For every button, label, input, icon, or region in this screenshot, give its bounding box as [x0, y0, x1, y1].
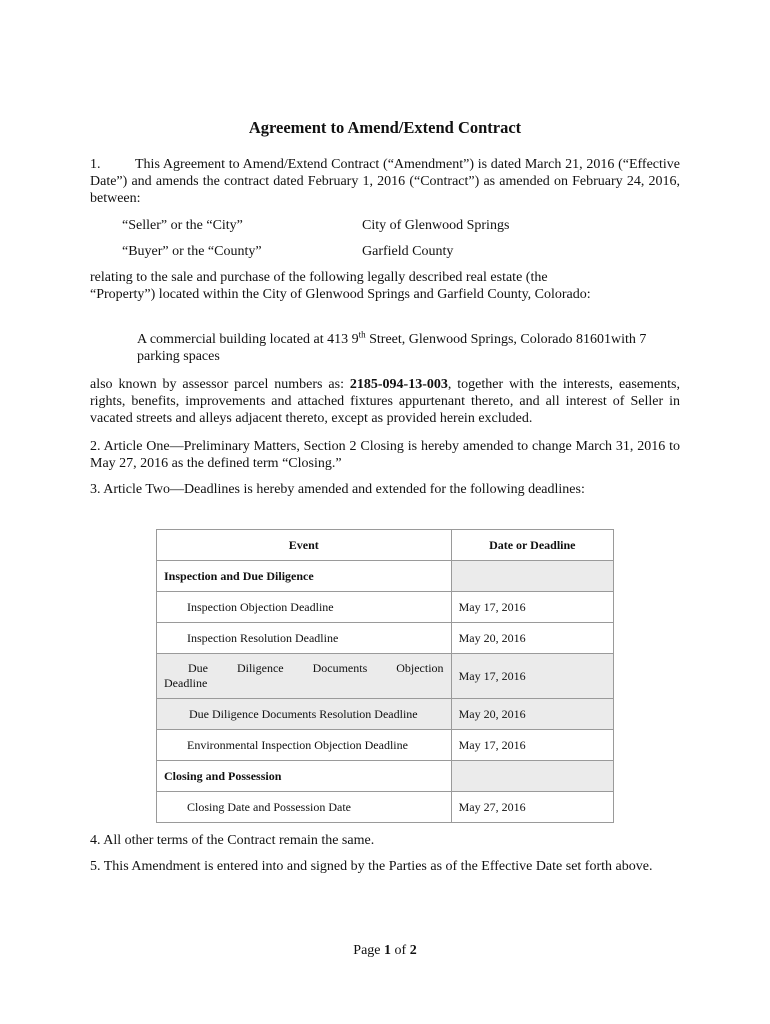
legal-description-part2: Street, Glenwood Springs, Colorado 81601with 7 parking spaces — [137, 332, 647, 364]
section-closing-row — [157, 761, 614, 792]
table-row — [157, 792, 614, 823]
document-title: Agreement to Amend/Extend Contract — [248, 118, 522, 137]
dd-word: Diligence — [236, 661, 284, 675]
footer-total-pages: 2 — [409, 943, 417, 958]
table-row — [157, 623, 614, 654]
header-event: Event — [157, 530, 452, 561]
section-inspection-row — [157, 561, 614, 592]
table-row — [157, 730, 614, 761]
legal-description-part1: A commercial building located at 413 9 — [137, 332, 359, 347]
paragraph-1-text: This Agreement to Amend/Extend Contract (“Amendment”) is dated March 21, 2016 (“Effective Date”) and amends the contract dated February 1, 2016 (“Contract”) as amended on February 24, 2016, between: — [90, 157, 680, 206]
event-cell: Due Diligence Documents Resolution Deadline — [157, 699, 452, 730]
deadlines-table — [156, 529, 614, 823]
table-row — [157, 592, 614, 623]
page-footer — [0, 943, 770, 959]
table-row — [157, 699, 614, 730]
parcel-paragraph — [90, 376, 680, 427]
paragraph-5: 5. This Amendment is entered into and signed by the Parties as of the Effective Date set forth above. — [90, 859, 653, 874]
date-cell: May 27, 2016 — [451, 792, 613, 823]
legal-superscript: th — [358, 329, 366, 340]
table-header-row — [157, 530, 614, 561]
legal-description — [137, 331, 657, 365]
paragraph-1 — [90, 156, 680, 207]
dd-objection-first-line — [164, 661, 444, 676]
paragraph-3: 3. Article Two—Deadlines is hereby amended and extended for the following deadlines: — [90, 482, 585, 497]
date-cell: May 17, 2016 — [451, 654, 613, 699]
dd-word: Due — [188, 661, 208, 675]
party-seller-role: “Seller” or the “City” — [122, 218, 243, 233]
footer-page-word: Page — [353, 943, 381, 958]
event-cell: Environmental Inspection Objection Deadline — [157, 730, 452, 761]
footer-page-number: 1 — [384, 943, 392, 958]
party-buyer-name: Garfield County — [362, 244, 454, 259]
event-cell: Closing Date and Possession Date — [157, 792, 452, 823]
paragraph-1-number: 1. — [90, 157, 101, 172]
parcel-intro: also known by assessor parcel numbers as: — [90, 377, 350, 392]
date-cell: May 17, 2016 — [451, 592, 613, 623]
date-cell: May 17, 2016 — [451, 730, 613, 761]
party-seller-name: City of Glenwood Springs — [362, 218, 510, 233]
section-closing-label: Closing and Possession — [157, 761, 452, 792]
date-cell: May 20, 2016 — [451, 623, 613, 654]
section-inspection-label: Inspection and Due Diligence — [157, 561, 452, 592]
section-inspection-blank — [451, 561, 613, 592]
paragraph-4: 4. All other terms of the Contract remain the same. — [90, 833, 375, 848]
dd-word: Objection — [396, 661, 444, 675]
relating-paragraph: relating to the sale and purchase of the following legally described real estate (the “Property”) located within the City of Glenwood Springs and Garfield County, Colorado: — [90, 270, 591, 302]
section-closing-blank — [451, 761, 613, 792]
table-row — [157, 654, 614, 699]
event-cell: Inspection Resolution Deadline — [157, 623, 452, 654]
parcel-rest: , together with the interests, easements, rights, benefits, improvements and attached fixtures appurtenant thereto, and all interest of Seller in vacated streets and alleys adjacent thereto, except as provided herein excluded. — [90, 377, 680, 426]
paragraph-2: 2. Article One—Preliminary Matters, Section 2 Closing is hereby amended to change March 31, 2016 to May 27, 2016 as the defined term “Closing.” — [90, 439, 680, 471]
dd-word: Documents — [312, 661, 368, 675]
date-cell: May 20, 2016 — [451, 699, 613, 730]
party-buyer-role: “Buyer” or the “County” — [122, 244, 262, 259]
event-cell — [157, 654, 452, 699]
footer-of-word: of — [394, 943, 407, 958]
header-date: Date or Deadline — [451, 530, 613, 561]
dd-objection-second-line: Deadline — [164, 676, 208, 690]
parcel-number: 2185-094-13-003 — [349, 377, 448, 392]
event-cell: Inspection Objection Deadline — [157, 592, 452, 623]
